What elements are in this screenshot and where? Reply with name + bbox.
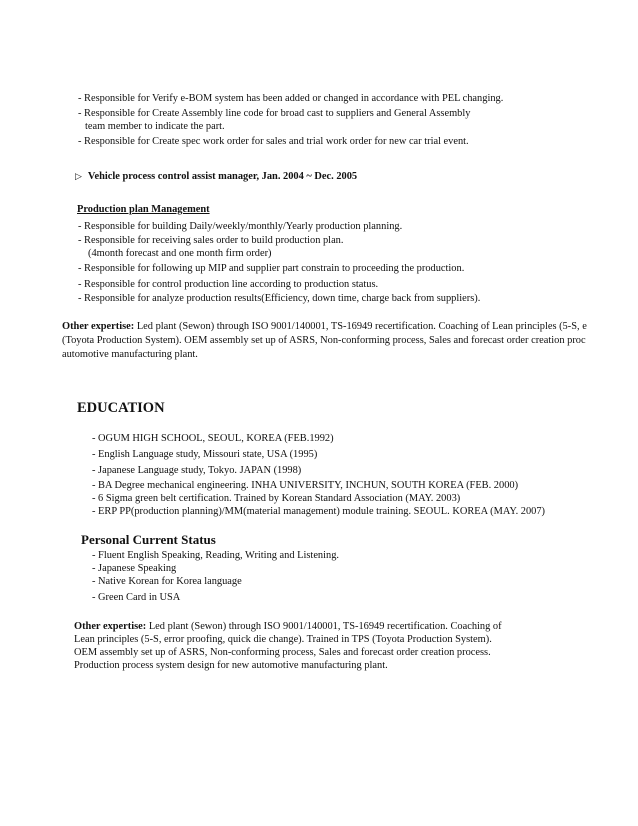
education-item: - 6 Sigma green belt certification. Trained by Korean Standard Association (MAY. 2003) xyxy=(92,493,461,504)
expertise-paragraph-line: Production process system design for new automotive manufacturing plant. xyxy=(74,660,388,671)
expertise-paragraph-line: OEM assembly set up of ASRS, Non-conforming process, Sales and forecast order creation process. xyxy=(74,647,491,658)
education-item: - BA Degree mechanical engineering. INHA UNIVERSITY, INCHUN, SOUTH KOREA (FEB. 2000) xyxy=(92,480,519,491)
expertise-paragraph-line: automotive manufacturing plant. xyxy=(62,349,198,360)
job-title xyxy=(75,170,357,183)
expertise-text: Led plant (Sewon) through ISO 9001/140001, TS-16949 recertification. Coaching of xyxy=(146,621,502,632)
plan-item: - Responsible for control production line according to production status. xyxy=(78,279,379,290)
section-subheading: Production plan Management xyxy=(77,204,210,215)
responsibility-line: - Responsible for Create Assembly line code for broad cast to suppliers and General Assembly xyxy=(78,108,471,119)
responsibility-line: team member to indicate the part. xyxy=(85,121,225,132)
status-item: - Japanese Speaking xyxy=(92,563,177,574)
responsibility-line: - Responsible for Create spec work order for sales and trial work order for new car trial event. xyxy=(78,136,469,147)
expertise-label: Other expertise: xyxy=(62,321,135,332)
job-title-text: Vehicle process control assist manager, Jan. 2004 ~ Dec. 2005 xyxy=(87,171,358,182)
status-item: - Fluent English Speaking, Reading, Writing and Listening. xyxy=(92,550,340,561)
expertise-text: Led plant (Sewon) through ISO 9001/140001, TS-16949 recertification. Coaching of Lean principles (5-S, e xyxy=(134,321,587,332)
plan-item: - Responsible for building Daily/weekly/monthly/Yearly production planning. xyxy=(78,221,403,232)
plan-item: - Responsible for analyze production results(Efficiency, down time, charge back from suppliers). xyxy=(78,293,481,304)
plan-item: - Responsible for receiving sales order to build production plan. xyxy=(78,235,344,246)
education-item: - Japanese Language study, Tokyo. JAPAN (1998) xyxy=(92,465,302,476)
expertise-paragraph-line: (Toyota Production System). OEM assembly set up of ASRS, Non-conforming process, Sales and forecast order creation proc xyxy=(62,335,586,346)
expertise-label: Other expertise: xyxy=(74,621,147,632)
status-heading: Personal Current Status xyxy=(81,532,216,547)
plan-item: (4month forecast and one month firm order) xyxy=(88,248,272,259)
responsibility-line: - Responsible for Verify e-BOM system has been added or changed in accordance with PEL changing. xyxy=(78,93,504,104)
education-item: - ERP PP(production planning)/MM(material management) module training. SEOUL. KOREA (MAY. 2007) xyxy=(92,506,545,517)
expertise-paragraph-line xyxy=(62,320,587,333)
education-heading: EDUCATION xyxy=(77,400,165,416)
education-item: - English Language study, Missouri state, USA (1995) xyxy=(92,449,318,460)
expertise-paragraph-line: Lean principles (5-S, error proofing, quick die change). Trained in TPS (Toyota Production System). xyxy=(74,634,492,645)
triangle-bullet-icon: ▷ xyxy=(75,171,82,181)
status-item: - Native Korean for Korea language xyxy=(92,576,242,587)
plan-item: - Responsible for following up MIP and supplier part constrain to proceeding the production. xyxy=(78,263,465,274)
education-item: - OGUM HIGH SCHOOL, SEOUL, KOREA (FEB.1992) xyxy=(92,433,334,444)
status-item: - Green Card in USA xyxy=(92,592,181,603)
expertise-paragraph-line xyxy=(74,620,502,633)
